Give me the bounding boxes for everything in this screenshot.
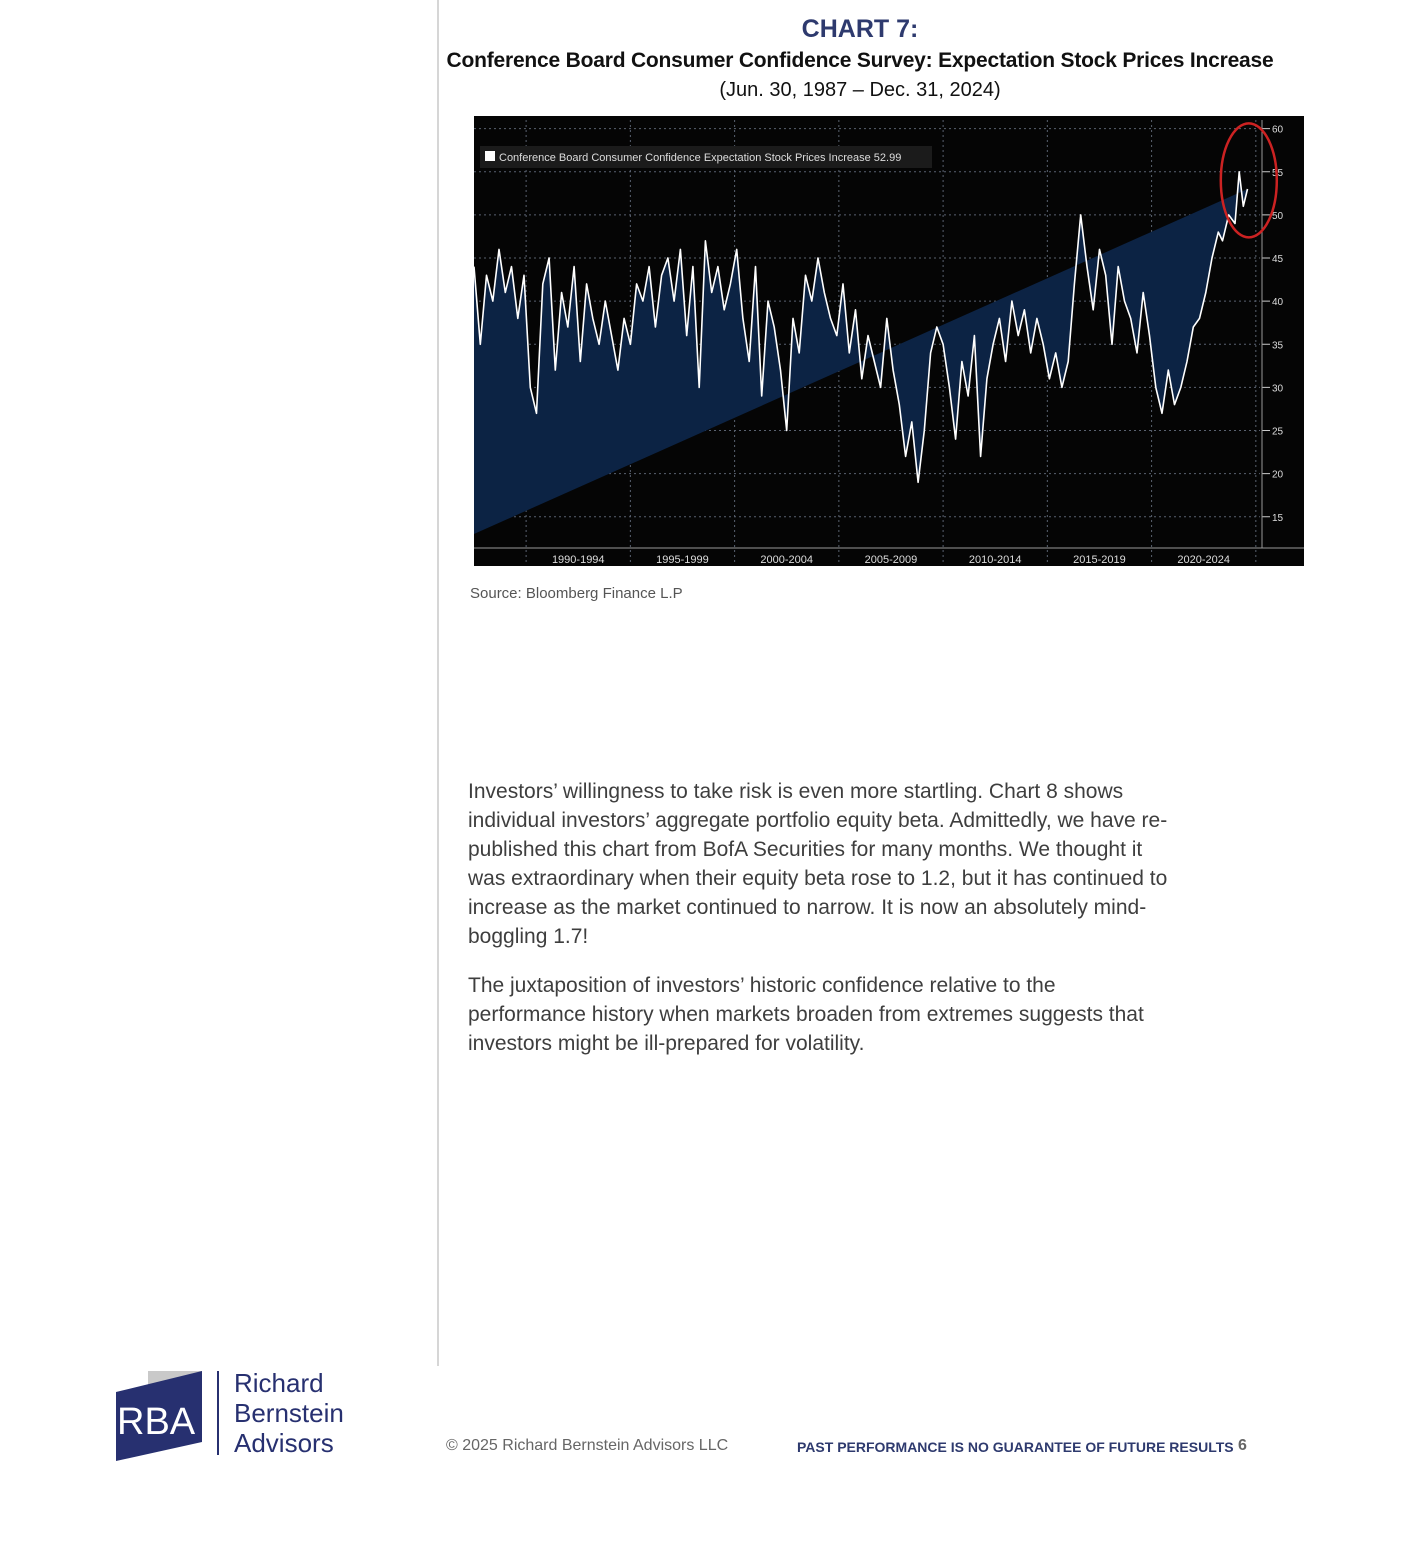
logo-line-1: Richard	[234, 1368, 324, 1398]
body-paragraph-2: The juxtaposition of investors’ historic confidence relative to the performance history when markets broaden from extremes suggests that investors might be ill-prepared for volatility.	[468, 974, 1144, 1055]
chart-title: Conference Board Consumer Confidence Survey: Expectation Stock Prices Increase	[446, 49, 1274, 72]
legend-label: Conference Board Consumer Confidence Expectation Stock Prices Increase 52.99	[499, 152, 902, 164]
series-area	[474, 172, 1248, 534]
x-tick-label: 1990-1994	[551, 554, 605, 566]
rba-logo	[115, 1370, 225, 1467]
chart-subtitle: (Jun. 30, 1987 – Dec. 31, 2024)	[719, 79, 1001, 101]
legend-swatch	[485, 151, 495, 161]
x-tick-label: 2005-2009	[864, 554, 918, 566]
footer-disclaimer: PAST PERFORMANCE IS NO GUARANTEE OF FUTURE RESULTS	[797, 1439, 1234, 1455]
logo-line-2: Bernstein	[234, 1398, 344, 1428]
y-tick-label: 50	[1272, 210, 1284, 222]
x-tick-label: 2000-2004	[760, 554, 814, 566]
logo-monogram: RBA	[117, 1401, 196, 1443]
logo-wordmark	[234, 1368, 344, 1458]
y-tick-label: 45	[1272, 254, 1284, 265]
x-tick-label: 1995-1999	[656, 554, 709, 566]
page-number: 6	[1238, 1437, 1247, 1454]
chart-legend	[480, 146, 932, 168]
y-tick-label: 20	[1272, 469, 1284, 481]
y-tick-label: 40	[1272, 297, 1284, 309]
column-divider	[437, 0, 439, 1366]
chart-source: Source: Bloomberg Finance L.P	[470, 585, 683, 602]
chart-svg	[474, 116, 1304, 566]
logo-line-3: Advisors	[234, 1428, 334, 1458]
chart-figure	[474, 116, 1304, 566]
chart-label: CHART 7:	[801, 15, 919, 43]
y-tick-label: 60	[1272, 124, 1284, 136]
y-tick-label: 30	[1272, 383, 1284, 395]
y-tick-label: 15	[1272, 512, 1284, 524]
y-tick-label: 25	[1272, 426, 1284, 438]
highlight-circle	[1221, 123, 1277, 237]
rba-logo-mark	[115, 1370, 225, 1462]
y-tick-label: 35	[1272, 340, 1284, 352]
footer-copyright: © 2025 Richard Bernstein Advisors LLC	[446, 1437, 729, 1454]
body-paragraph-1: Investors’ willingness to take risk is even more startling. Chart 8 shows individual investors’ aggregate portfolio equity beta. Admittedly, we have re-published this chart from BofA Securities for many months. We thought it was extraordinary when their equity beta rose to 1.2, but it has continued to increase as the market continued to narrow. It is now an absolutely mind-boggling 1.7!	[468, 780, 1168, 948]
x-tick-label: 2015-2019	[1073, 554, 1126, 566]
y-tick-label: 55	[1272, 167, 1284, 179]
x-tick-label: 2010-2014	[968, 554, 1022, 566]
x-tick-label: 2020-2024	[1177, 554, 1231, 566]
